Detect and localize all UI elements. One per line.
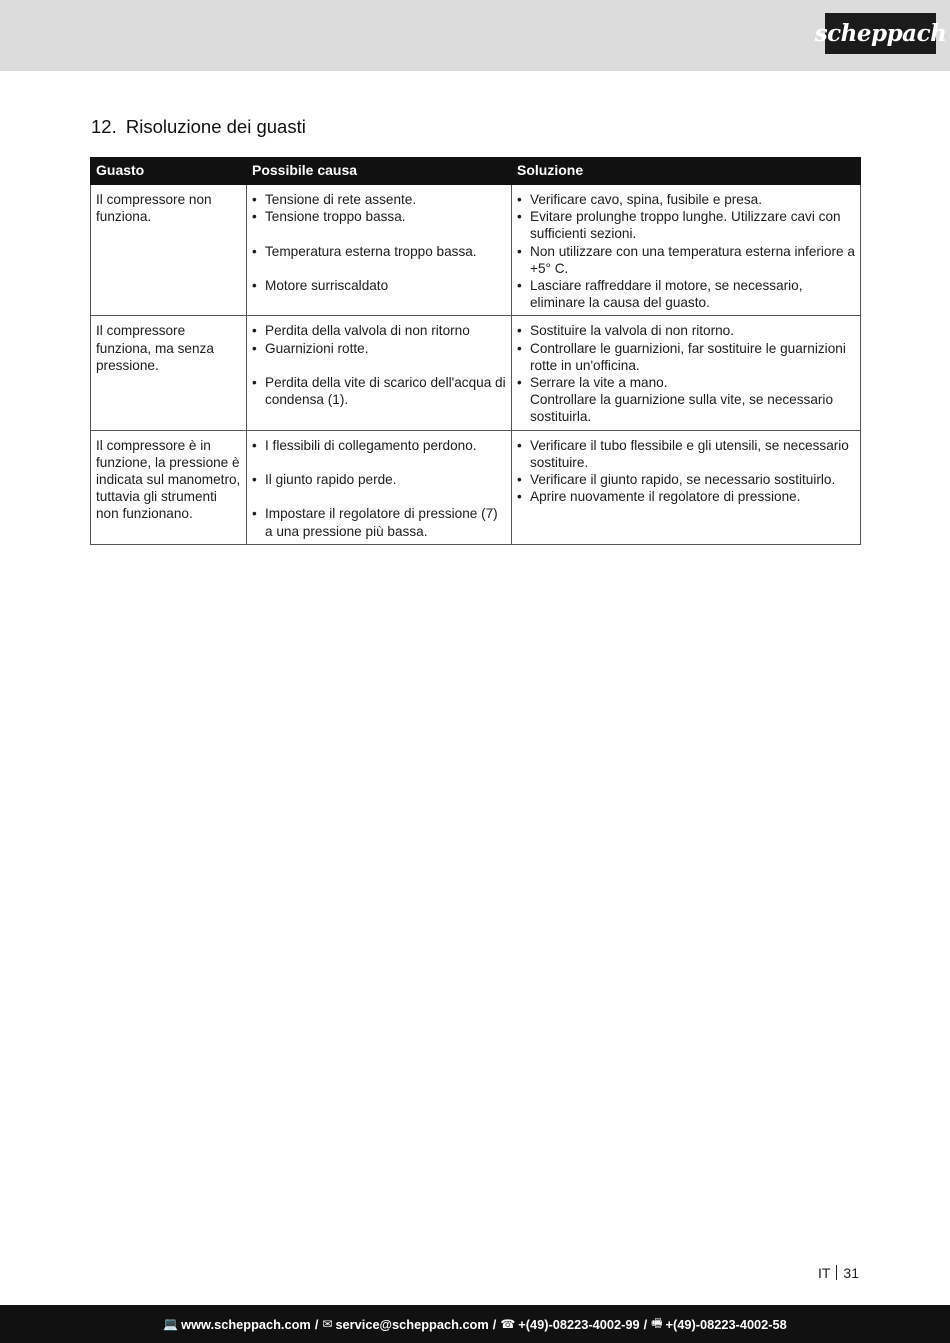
solution-item: • Non utilizzare con una temperatura esterna inferiore a +5° C. (517, 243, 855, 277)
cause-item: • Tensione di rete assente. (252, 191, 506, 208)
solution-list (517, 322, 855, 425)
header-band (0, 0, 950, 71)
footer-fax: +(49)-08223-4002-58 (665, 1316, 787, 1332)
solution-item: • Aprire nuovamente il regolatore di pressione. (517, 488, 855, 505)
page-language: IT (817, 1265, 831, 1281)
fault-cell: Il compressore è in funzione, la pressione è indicata sul manometro, tuttavia gli strumenti non funzionano. (91, 430, 247, 544)
footer-website[interactable]: www.scheppach.com (181, 1316, 311, 1332)
troubleshooting-table (90, 157, 861, 545)
column-header-solution: Soluzione (512, 158, 861, 185)
solution-item: • Serrare la vite a mano. (517, 374, 855, 391)
list-spacer (252, 260, 506, 277)
mail-icon: ✉ (322, 1317, 333, 1331)
solution-item: • Verificare il giunto rapido, se necessario sostituirlo. (517, 471, 855, 488)
section-number: 12. (91, 116, 117, 137)
column-header-fault: Guasto (91, 158, 247, 185)
cause-item: • Perdita della vite di scarico dell'acqua di condensa (1). (252, 374, 506, 408)
footer-separator: / (314, 1316, 319, 1332)
table-row (91, 430, 861, 544)
footer-email[interactable]: service@scheppach.com (335, 1316, 489, 1332)
computer-icon: 💻 (163, 1317, 179, 1331)
solution-cell (512, 316, 861, 430)
list-spacer (252, 488, 506, 505)
footer-bar (0, 1305, 950, 1343)
table-row (91, 185, 861, 316)
solution-item: • Verificare il tubo flessibile e gli utensili, se necessario sostituire. (517, 437, 855, 471)
solution-cell (512, 185, 861, 316)
cause-list (252, 437, 506, 540)
cause-item: • I flessibili di collegamento perdono. (252, 437, 506, 454)
solution-list (517, 191, 855, 311)
phone-icon: ☎ (500, 1317, 516, 1331)
fault-cell: Il compressore funziona, ma senza pressione. (91, 316, 247, 430)
solution-list (517, 437, 855, 506)
solution-item: • Evitare prolunghe troppo lunghe. Utilizzare cavi con sufficienti sezioni. (517, 208, 855, 242)
cause-item: • Motore surriscaldato (252, 277, 506, 294)
page-number (818, 1265, 859, 1281)
cause-cell (247, 316, 512, 430)
solution-item: • Sostituire la valvola di non ritorno. (517, 322, 855, 339)
cause-item: • Impostare il regolatore di pressione (7) a una pressione più bassa. (252, 505, 506, 539)
column-header-cause: Possibile causa (247, 158, 512, 185)
footer-phone: +(49)-08223-4002-99 (518, 1316, 640, 1332)
solution-cell (512, 430, 861, 544)
footer-separator: / (643, 1316, 648, 1332)
fault-cell: Il compressore non funziona. (91, 185, 247, 316)
scheppach-logo: scheppach (825, 13, 936, 54)
solution-item: • Lasciare raffreddare il motore, se necessario, eliminare la causa del guasto. (517, 277, 855, 311)
list-spacer (252, 225, 506, 242)
section-title-text: Risoluzione dei guasti (125, 116, 306, 137)
page-number-value: 31 (843, 1265, 859, 1281)
cause-item: • Temperatura esterna troppo bassa. (252, 243, 506, 260)
cause-item: • Perdita della valvola di non ritorno (252, 322, 506, 339)
section-title (91, 116, 306, 138)
solution-item: • Controllare le guarnizioni, far sostituire le guarnizioni rotte in un'officina. (517, 340, 855, 374)
cause-item: • Tensione troppo bassa. (252, 208, 506, 225)
list-spacer (252, 454, 506, 471)
table-row (91, 316, 861, 430)
solution-item: • Verificare cavo, spina, fusibile e presa. (517, 191, 855, 208)
fax-icon: 🖷 (651, 1315, 663, 1330)
cause-list (252, 322, 506, 408)
footer-separator: / (492, 1316, 497, 1332)
list-spacer (252, 357, 506, 374)
cause-list (252, 191, 506, 294)
page-separator (836, 1265, 837, 1280)
cause-cell (247, 430, 512, 544)
table-header-row (91, 158, 861, 185)
solution-item: Controllare la guarnizione sulla vite, se necessario sostituirla. (530, 392, 833, 425)
cause-item: • Guarnizioni rotte. (252, 340, 506, 357)
cause-cell (247, 185, 512, 316)
cause-item: • Il giunto rapido perde. (252, 471, 506, 488)
